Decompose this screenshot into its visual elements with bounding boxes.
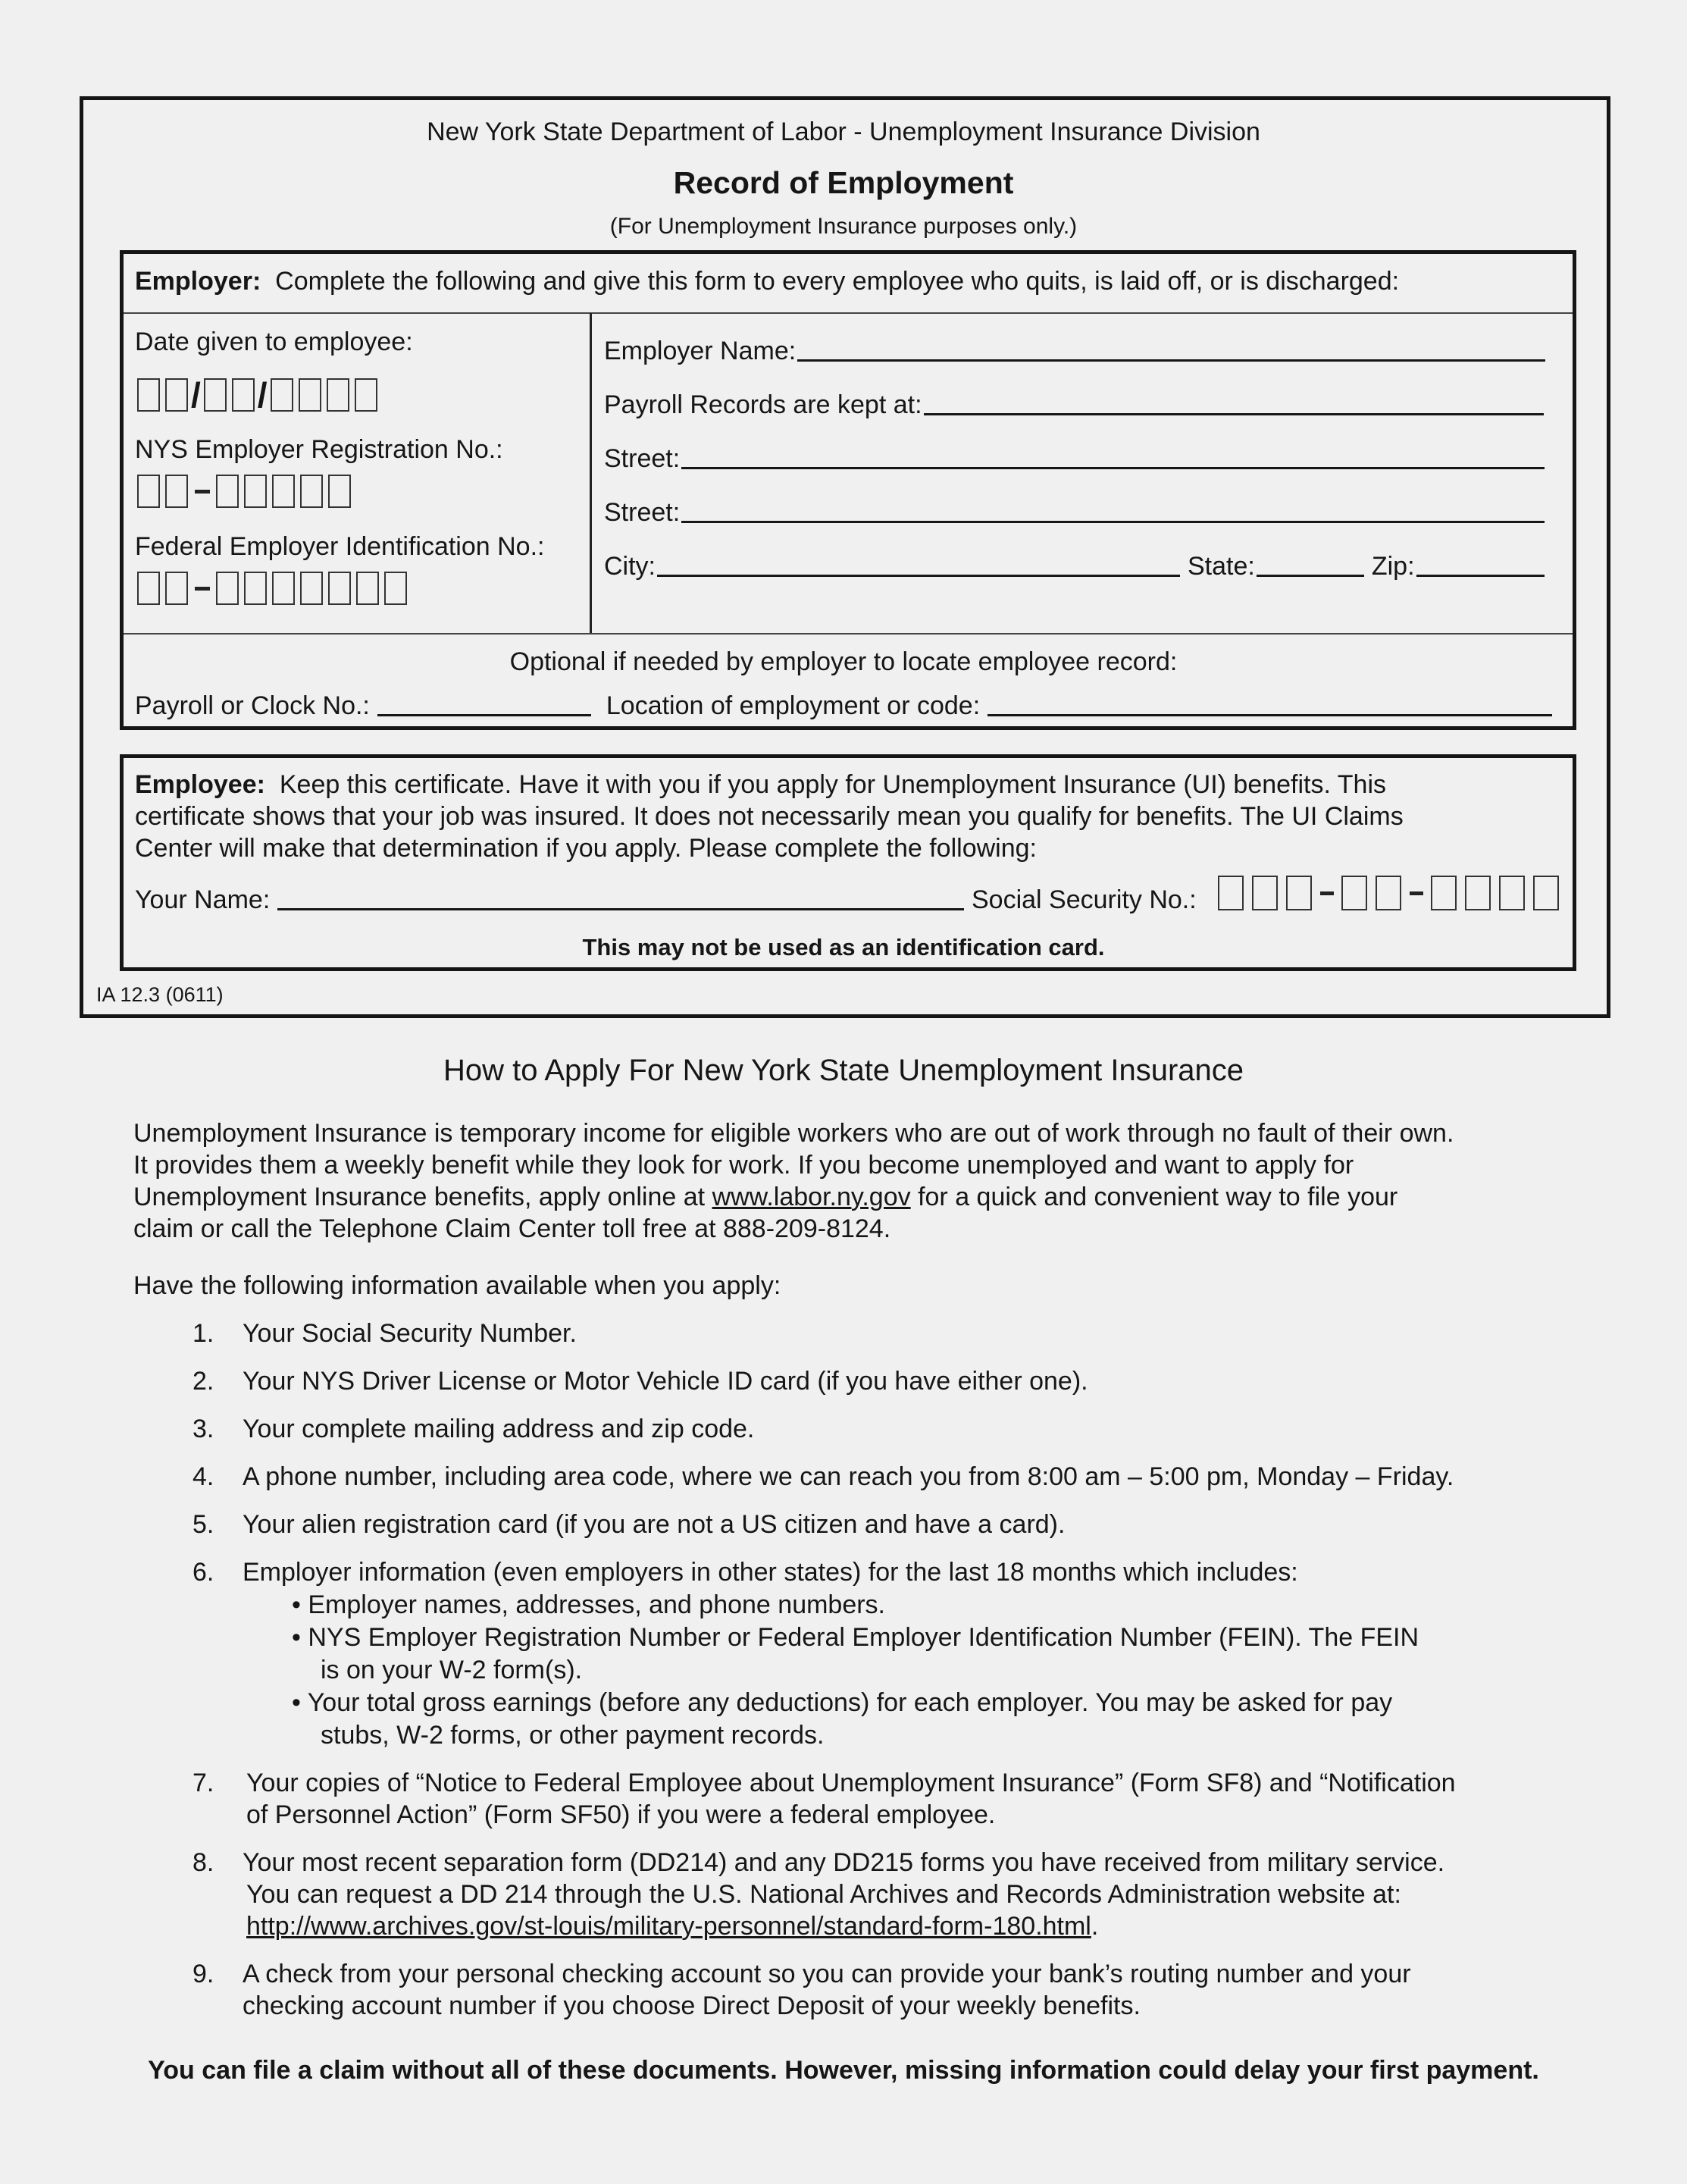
zip-label: Zip: <box>1371 552 1415 581</box>
payroll-records-input[interactable] <box>924 413 1544 415</box>
item-text: Employer information (even employers in other states) for the last 18 months which includes: <box>243 1558 1298 1587</box>
ssn-input[interactable] <box>1218 876 1567 910</box>
employer-heading-text: Complete the following and give this form to every employee who quits, is laid off, or is discharged: <box>275 267 1400 296</box>
ssn-label: Social Security No.: <box>972 885 1197 914</box>
item-number: 5. <box>192 1510 214 1539</box>
digit-box[interactable] <box>300 572 323 605</box>
fein-input[interactable] <box>137 572 412 605</box>
bullet-icon: • <box>292 1623 301 1652</box>
item-number: 8. <box>192 1848 214 1877</box>
instructions-heading: How to Apply For New York State Unemployment Insurance <box>443 1054 1244 1087</box>
fein-label: Federal Employer Identification No.: <box>135 532 545 561</box>
nys-registration-input[interactable] <box>137 475 356 508</box>
digit-box[interactable] <box>137 572 160 605</box>
state-input[interactable] <box>1257 575 1364 577</box>
digit-box[interactable] <box>1465 876 1491 910</box>
digit-box[interactable] <box>216 475 239 508</box>
street2-field[interactable] <box>604 498 1545 528</box>
date-given-label: Date given to employee: <box>135 327 413 356</box>
bullet-text: Your total gross earnings (before any deductions) for each employer. You may be asked for pay <box>307 1688 1393 1717</box>
closing-note: You can file a claim without all of these documents. However, missing information could delay your first payment. <box>148 2056 1539 2085</box>
item-number: 2. <box>192 1367 214 1396</box>
digit-box[interactable] <box>356 572 379 605</box>
digit-box[interactable] <box>244 572 267 605</box>
intro-line-4: claim or call the Telephone Claim Center toll free at 888-209-8124. <box>133 1214 891 1243</box>
bullet-item <box>292 1590 885 1620</box>
digit-box[interactable] <box>328 475 351 508</box>
digit-box[interactable] <box>165 378 188 412</box>
employee-text: Keep this certificate. Have it with you if you apply for Unemployment Insurance (UI) benefits. This <box>279 770 1386 799</box>
intro-text: Unemployment Insurance benefits, apply online at <box>133 1183 712 1211</box>
employer-instructions <box>135 267 1399 296</box>
list-item-continuation: You can request a DD 214 through the U.S. National Archives and Records Administration website at: <box>246 1880 1401 1909</box>
optional-fields-row <box>135 691 1552 721</box>
street1-field[interactable] <box>604 444 1545 474</box>
bullet-item <box>292 1688 1392 1718</box>
digit-box[interactable] <box>204 378 227 412</box>
dash-separator <box>1410 891 1423 895</box>
digit-box[interactable] <box>137 378 160 412</box>
list-item-continuation: of Personnel Action” (Form SF50) if you were a federal employee. <box>246 1800 996 1829</box>
id-card-warning: This may not be used as an identification card. <box>582 934 1105 960</box>
digit-box[interactable] <box>137 475 160 508</box>
bullet-icon: • <box>292 1688 301 1717</box>
item-text: Your copies of “Notice to Federal Employee about Unemployment Insurance” (Form SF8) and “Notification <box>246 1769 1456 1797</box>
agency-header: New York State Department of Labor - Unemployment Insurance Division <box>427 118 1260 146</box>
location-label: Location of employment or code: <box>606 691 981 720</box>
location-input[interactable] <box>987 714 1552 716</box>
item-text: . <box>1091 1912 1099 1941</box>
item-number: 6. <box>192 1558 214 1587</box>
item-number: 1. <box>192 1319 214 1348</box>
street2-label: Street: <box>604 498 681 527</box>
bullet-item <box>292 1623 1419 1653</box>
dash-separator <box>195 587 210 591</box>
employee-line-1 <box>135 770 1386 800</box>
bullet-text: NYS Employer Registration Number or Federal Employer Identification Number (FEIN). The FEIN <box>308 1623 1419 1652</box>
employee-line-2: certificate shows that your job was insured. It does not necessarily mean you qualify for benefits. The UI Claims <box>135 802 1404 831</box>
column-divider <box>590 313 592 635</box>
digit-box[interactable] <box>355 378 377 412</box>
intro-line-1: Unemployment Insurance is temporary income for eligible workers who are out of work through no fault of their own. <box>133 1119 1454 1148</box>
your-name-label: Your Name: <box>135 885 271 914</box>
street2-input[interactable] <box>681 521 1545 523</box>
intro-line-3 <box>133 1183 1397 1212</box>
your-name-field[interactable] <box>135 885 964 915</box>
city-input[interactable] <box>657 575 1180 577</box>
digit-box[interactable] <box>384 572 407 605</box>
bullet-continuation: stubs, W-2 forms, or other payment records. <box>321 1721 825 1750</box>
form-subtitle: (For Unemployment Insurance purposes only.) <box>609 214 1078 239</box>
item-text: Your complete mailing address and zip code. <box>243 1415 755 1443</box>
item-text: Your NYS Driver License or Motor Vehicle ID card (if you have either one). <box>243 1367 1088 1396</box>
employer-heading: Employer: <box>135 267 261 296</box>
employer-name-field[interactable] <box>604 337 1545 366</box>
digit-box[interactable] <box>165 475 188 508</box>
archives-link-line <box>246 1912 1098 1941</box>
digit-box[interactable] <box>1218 876 1244 910</box>
digit-box[interactable] <box>300 475 323 508</box>
date-given-input[interactable] <box>137 375 383 415</box>
dash-separator <box>1320 891 1334 895</box>
digit-box[interactable] <box>1499 876 1525 910</box>
city-state-zip-row <box>604 552 1545 581</box>
item-text: A phone number, including area code, where we can reach you from 8:00 am – 5:00 pm, Monday – Friday. <box>243 1462 1454 1491</box>
divider <box>124 633 1573 635</box>
digit-box[interactable] <box>1252 876 1278 910</box>
employee-line-3: Center will make that determination if you apply. Please complete the following: <box>135 834 1037 863</box>
employer-name-input[interactable] <box>797 359 1545 362</box>
digit-box[interactable] <box>165 572 188 605</box>
date-separator: / <box>191 375 201 415</box>
employee-heading: Employee: <box>135 770 265 799</box>
digit-box[interactable] <box>1286 876 1312 910</box>
digit-box[interactable] <box>327 378 349 412</box>
archives-website-link[interactable]: http://www.archives.gov/st-louis/military-personnel/standard-form-180.html <box>246 1912 1091 1941</box>
digit-box[interactable] <box>271 378 293 412</box>
intro-text: for a quick and convenient way to file your <box>910 1183 1398 1211</box>
item-number: 7. <box>192 1769 214 1797</box>
street1-label: Street: <box>604 444 681 473</box>
payroll-records-field[interactable] <box>604 390 1544 420</box>
digit-box[interactable] <box>244 475 267 508</box>
state-label: State: <box>1188 552 1255 581</box>
item-text: Your Social Security Number. <box>243 1319 577 1348</box>
bullet-continuation: is on your W-2 form(s). <box>321 1656 583 1684</box>
intro-line-2: It provides them a weekly benefit while they look for work. If you become unemployed and want to apply for <box>133 1151 1354 1180</box>
employer-name-label: Employer Name: <box>604 337 797 365</box>
your-name-input[interactable] <box>277 908 964 910</box>
form-title: Record of Employment <box>673 165 1014 200</box>
labor-website-link[interactable]: www.labor.ny.gov <box>712 1183 911 1211</box>
digit-box[interactable] <box>1431 876 1457 910</box>
item-number: 3. <box>192 1415 214 1443</box>
optional-note: Optional if needed by employer to locate employee record: <box>509 647 1178 676</box>
item-text: A check from your personal checking account so you can provide your bank’s routing number and your <box>243 1960 1411 1988</box>
zip-input[interactable] <box>1416 575 1545 577</box>
digit-box[interactable] <box>272 572 295 605</box>
payroll-clock-input[interactable] <box>377 714 591 716</box>
divider <box>124 312 1573 314</box>
date-separator: / <box>257 375 268 415</box>
bullet-icon: • <box>292 1590 301 1619</box>
dash-separator <box>195 490 210 494</box>
digit-box[interactable] <box>216 572 239 605</box>
digit-box[interactable] <box>299 378 321 412</box>
digit-box[interactable] <box>272 475 295 508</box>
list-item-continuation: checking account number if you choose Direct Deposit of your weekly benefits. <box>243 1991 1141 2020</box>
bullet-text: Employer names, addresses, and phone numbers. <box>308 1590 886 1619</box>
digit-box[interactable] <box>1341 876 1367 910</box>
list-intro: Have the following information available when you apply: <box>133 1271 781 1300</box>
item-number: 4. <box>192 1462 214 1491</box>
payroll-clock-label: Payroll or Clock No.: <box>135 691 370 720</box>
form-id: IA 12.3 (0611) <box>96 983 224 1006</box>
payroll-records-label: Payroll Records are kept at: <box>604 390 922 419</box>
item-number: 9. <box>192 1960 214 1988</box>
city-label: City: <box>604 552 656 581</box>
digit-box[interactable] <box>232 378 255 412</box>
digit-box[interactable] <box>1376 876 1401 910</box>
digit-box[interactable] <box>1533 876 1559 910</box>
item-text: Your most recent separation form (DD214) and any DD215 forms you have received from military service. <box>243 1848 1445 1877</box>
nys-registration-label: NYS Employer Registration No.: <box>135 435 503 464</box>
item-text: Your alien registration card (if you are not a US citizen and have a card). <box>243 1510 1066 1539</box>
street1-input[interactable] <box>681 467 1545 469</box>
digit-box[interactable] <box>328 572 351 605</box>
